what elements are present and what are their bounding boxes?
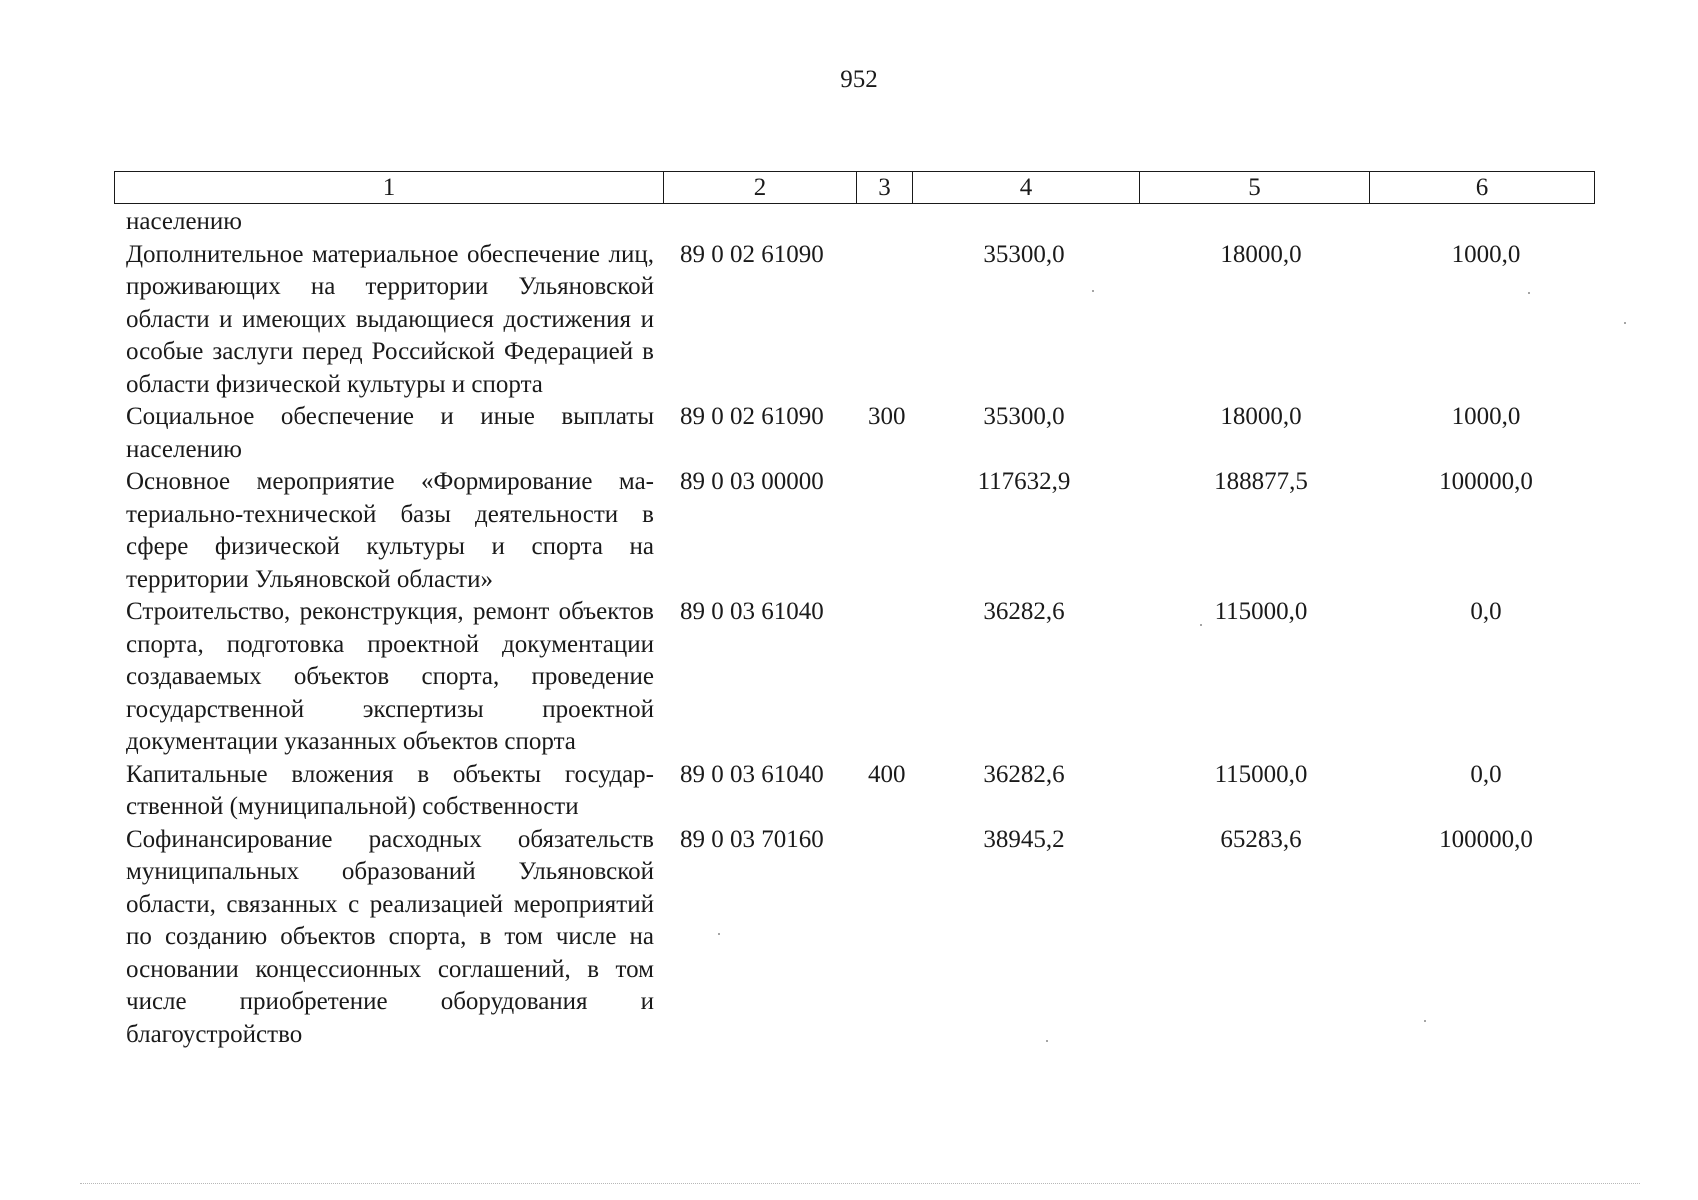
row-value-5: 18000,0 xyxy=(1220,240,1302,268)
row-code: 89 0 03 70160 xyxy=(680,825,824,853)
row-value-4: 117632,9 xyxy=(977,468,1071,495)
column-header-1: 1 xyxy=(115,172,664,204)
row-description: населению xyxy=(126,208,242,235)
row-value-4: 36282,6 xyxy=(983,760,1065,788)
column-header-table xyxy=(114,171,1595,204)
row-value-4: 35300,0 xyxy=(983,403,1065,430)
row-description: Строительство, реконструкция, ремонт объектов спорта, подготовка проектной документации создаваемых объектов спорта, проведение государственной экспертизы проектной документации указанных объектов спорта xyxy=(126,598,654,755)
row-value-5: 65283,6 xyxy=(1220,825,1302,853)
column-header-6: 6 xyxy=(1370,172,1595,204)
row-value-6: 1000,0 xyxy=(1451,403,1521,430)
row-type: 400 xyxy=(868,760,906,788)
row-value-4: 36282,6 xyxy=(983,598,1065,625)
table-row xyxy=(0,824,1698,1052)
table-row xyxy=(0,466,1698,596)
row-code: 89 0 03 00000 xyxy=(680,468,824,495)
row-description: Капитальные вложения в объекты государственной (муниципальной) собственности xyxy=(126,760,654,820)
budget-table-body xyxy=(0,206,1698,1051)
scan-speck xyxy=(718,933,720,935)
row-value-6: 1000,0 xyxy=(1451,240,1521,268)
table-row xyxy=(0,206,1698,239)
row-description: Софинансирование расходных обязательств муниципальных образований Ульяновской области, связанных с реализацией мероприятий по созданию объектов спорта, в том числе на основании концессионных соглашений, в том числе приобретение оборудования и благоустройство xyxy=(126,825,654,1048)
scan-speck xyxy=(1046,1040,1048,1042)
table-row xyxy=(0,596,1698,759)
row-value-5: 115000,0 xyxy=(1214,598,1308,625)
scan-speck xyxy=(1092,290,1094,292)
row-value-6: 100000,0 xyxy=(1439,825,1533,853)
scan-speck xyxy=(1624,322,1626,324)
column-header-3: 3 xyxy=(857,172,913,204)
page-number: 952 xyxy=(840,66,878,93)
row-value-4: 38945,2 xyxy=(983,825,1065,853)
row-code: 89 0 02 61090 xyxy=(680,240,824,268)
table-row xyxy=(0,239,1698,402)
table-row xyxy=(0,759,1698,824)
scan-speck xyxy=(1528,292,1530,294)
row-type: 300 xyxy=(868,403,906,430)
column-header-5: 5 xyxy=(1140,172,1370,204)
row-description: Социальное обеспечение и иные выплаты населению xyxy=(126,403,654,463)
row-code: 89 0 02 61090 xyxy=(680,403,824,430)
row-description: Основное мероприятие «Формирование материально-технической базы деятельности в сфере физической культуры и спорта на территории Ульяновской области» xyxy=(126,468,654,593)
row-value-5: 115000,0 xyxy=(1214,760,1308,788)
row-value-5: 18000,0 xyxy=(1220,403,1302,430)
scan-edge-line xyxy=(80,1183,1640,1185)
row-value-6: 100000,0 xyxy=(1439,468,1533,495)
row-code: 89 0 03 61040 xyxy=(680,598,824,625)
row-value-6: 0,0 xyxy=(1470,598,1502,625)
column-header-2: 2 xyxy=(664,172,857,204)
row-value-5: 188877,5 xyxy=(1214,468,1308,495)
scan-speck xyxy=(1424,1020,1426,1022)
scan-speck xyxy=(1200,624,1202,626)
table-row xyxy=(0,401,1698,466)
column-header-row xyxy=(115,172,1595,204)
row-description: Дополнительное материальное обеспечение лиц, проживающих на территории Ульяновской области и имеющих выдающиеся достижения и особые заслуги перед Российской Федерацией в области физической культуры и спорта xyxy=(126,240,654,398)
row-value-6: 0,0 xyxy=(1470,760,1502,788)
column-header-4: 4 xyxy=(913,172,1140,204)
row-code: 89 0 03 61040 xyxy=(680,760,824,788)
row-value-4: 35300,0 xyxy=(983,240,1065,268)
